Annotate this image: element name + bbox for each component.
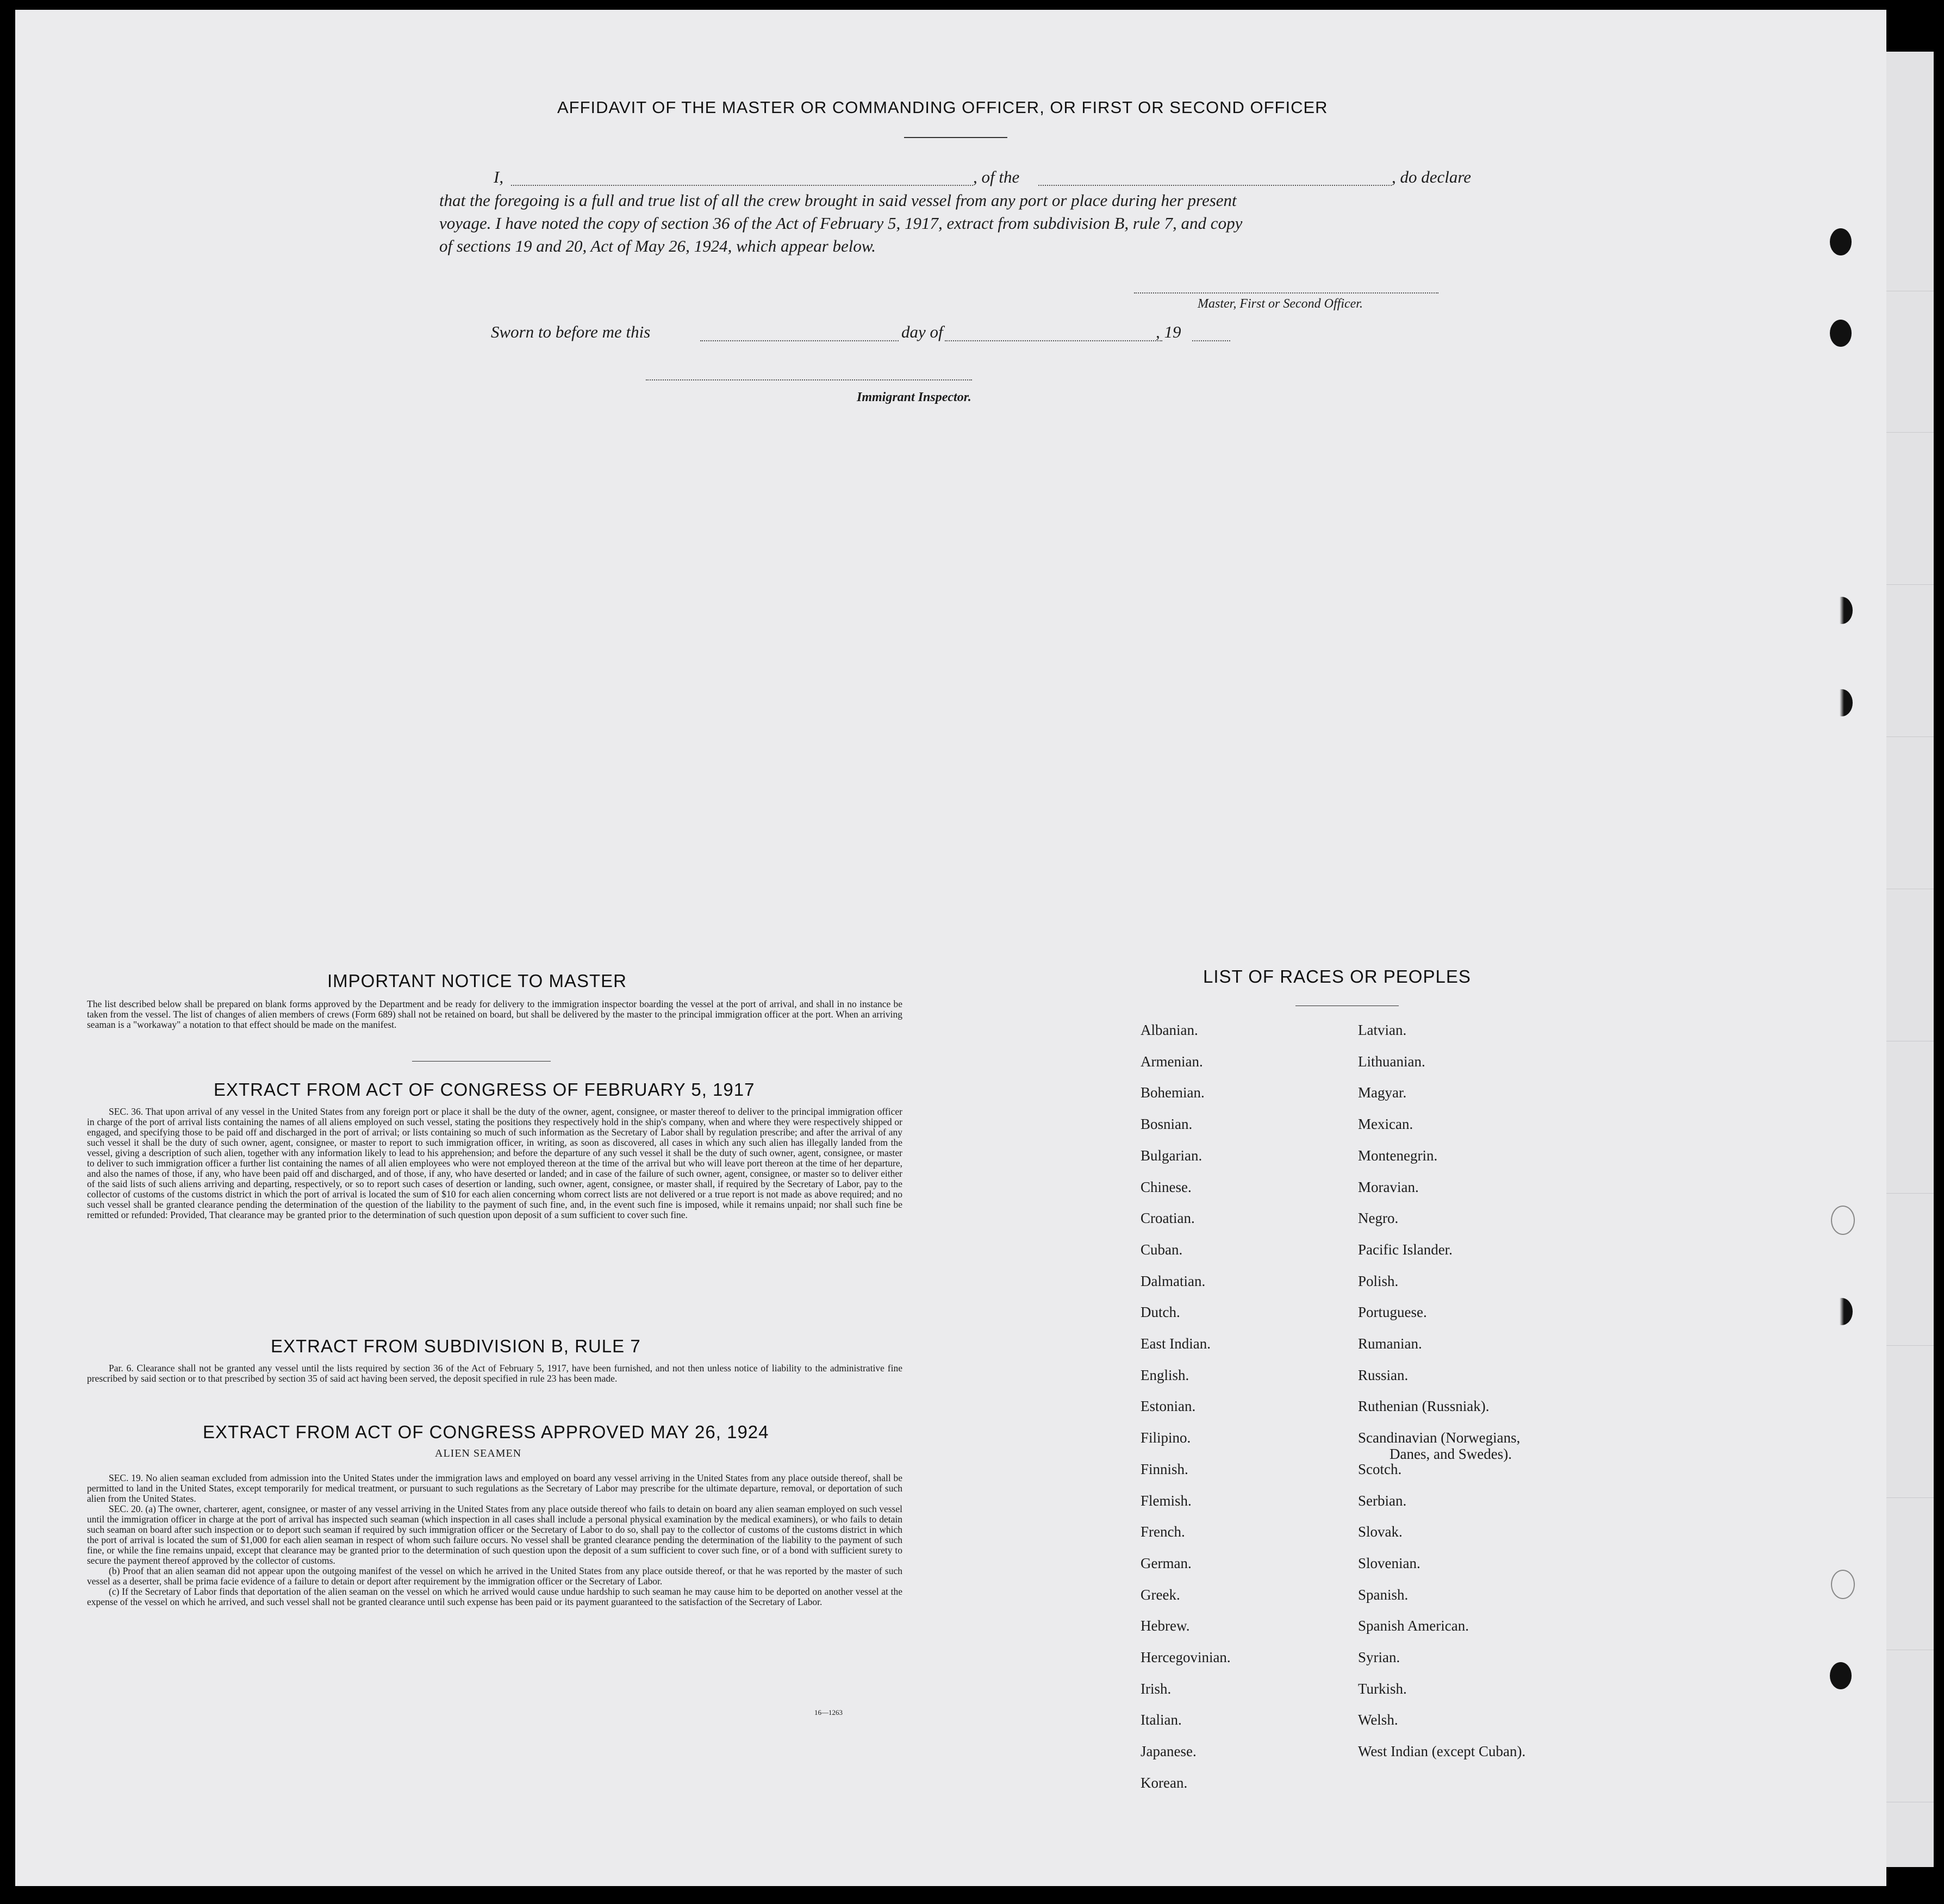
divider xyxy=(904,137,1007,138)
race-item: Albanian. xyxy=(1141,1022,1198,1038)
race-item: Rumanian. xyxy=(1358,1335,1422,1352)
extract-rule7-text: Par. 6. Clearance shall not be granted any vessel until the lists required by section 36 of the Act of February 5, 1917, have been furnished, and not then unless notice of liability to the administrative fine prescribed by said section or to that prescribed by section 35 of said act having been served, the deposit specified in rule 23 has been made. xyxy=(87,1363,902,1384)
race-item: Welsh. xyxy=(1358,1712,1398,1728)
race-item: Dalmatian. xyxy=(1141,1272,1206,1289)
race-item: Latvian. xyxy=(1358,1022,1407,1038)
punch-hole-icon xyxy=(1831,689,1853,716)
race-item: Magyar. xyxy=(1358,1084,1407,1101)
punch-hole-icon xyxy=(1830,320,1852,347)
races-title: LIST OF RACES OR PEOPLES xyxy=(1203,966,1471,987)
race-item: Lithuanian. xyxy=(1358,1053,1425,1070)
race-item: Pacific Islander. xyxy=(1358,1241,1453,1258)
sworn-month-field[interactable] xyxy=(945,340,1162,341)
race-item: Dutch. xyxy=(1141,1304,1180,1321)
extract-rule7-title: EXTRACT FROM SUBDIVISION B, RULE 7 xyxy=(271,1336,641,1356)
race-item: French. xyxy=(1141,1524,1185,1540)
race-item: Chinese. xyxy=(1141,1178,1192,1195)
race-item: Irish. xyxy=(1141,1680,1172,1697)
notice-text: The list described below shall be prepared on blank forms approved by the Department and be ready for delivery to the immigration inspector boarding the vessel at the port of arrival, and shall in no instance be taken from the vessel. The list of changes of alien members of crews (Form 689) shall not be retained on board, but shall be delivered by the master to the principal immigration officer at the port. When an arriving seaman is a "workaway" a notation to that effect should be made on the manifest. xyxy=(87,998,902,1030)
race-item: East Indian. xyxy=(1141,1335,1211,1352)
race-item: Finnish. xyxy=(1141,1460,1188,1477)
extract-1924-title: EXTRACT FROM ACT OF CONGRESS APPROVED MAY 26, 1924 xyxy=(203,1422,769,1442)
alien-seamen-subtitle: ALIEN SEAMEN xyxy=(435,1447,522,1459)
name-blank-field[interactable] xyxy=(511,185,973,186)
race-item: West Indian (except Cuban). xyxy=(1358,1743,1526,1760)
race-item: Flemish. xyxy=(1141,1492,1192,1509)
race-item: Bulgarian. xyxy=(1141,1147,1202,1164)
race-item: Mexican. xyxy=(1358,1116,1413,1133)
race-item: Negro. xyxy=(1358,1210,1399,1227)
affidavit-i: I, xyxy=(494,167,504,186)
affidavit-body-line: that the foregoing is a full and true list of all the crew brought in said vessel from any port or place during her present xyxy=(439,191,1237,210)
race-item: Spanish American. xyxy=(1358,1618,1469,1634)
extract-1917-text: SEC. 36. That upon arrival of any vessel in the United States from any foreign port or place it shall be the duty of the owner, agent, consignee, or master thereof to deliver to the principal immigration officer in charge of the port of arrival lists containing the names of all aliens employed on such vessel, stating the positions they respectively hold in the ship's company, when and where they were respectively shipped or engaged, and specifying those to be paid off and discharged in the port of arrival; or lists containing so much of such information as the Secretary of Labor shall by regulation prescribe; and after the arrival of any such vessel it shall be the duty of such owner, agent, consignee, or master to report to such immigration officer, in writing, as soon as discovered, all cases in which any such alien has illegally landed from the vessel, giving a description of such alien, together with any information likely to lead to his apprehension; and before the departure of any such vessel it shall be the duty of such owner, agent, consignee, or master to deliver to such immigration officer a further list containing the names of all alien employees who were not employed thereon at the time of the arrival but who will leave port thereon at the time of her departure, and also the names of those, if any, who have been paid off and discharged, and of those, if any, who have deserted or landed; and in case of the failure of such owner, agent, consignee, or master so to deliver either of the said lists of such aliens arriving and departing, respectively, or so to report such cases of desertion or landing, such owner, agent, consignee, or master shall, if required by the Secretary of Labor, pay to the collector of customs of the customs district in which the port of arrival is located the sum of $10 for each alien concerning whom correct lists are not delivered or a true report is not made as above required; and no such vessel shall be granted clearance pending the determination of the question of the liability to the payment of such fine, and, in the event such fine is imposed, while it remains unpaid; nor shall such fine be remitted or refunded: Provided, That clearance may be granted prior to the determination of such question upon deposit of a sum sufficient to cover such fine. xyxy=(87,1106,902,1220)
race-item: Spanish. xyxy=(1358,1586,1409,1603)
notice-title: IMPORTANT NOTICE TO MASTER xyxy=(327,971,627,991)
race-item: German. xyxy=(1141,1555,1192,1571)
race-item: Portuguese. xyxy=(1358,1304,1427,1321)
race-item: Ruthenian (Russniak). xyxy=(1358,1398,1490,1415)
race-item: Croatian. xyxy=(1141,1210,1195,1227)
master-signature-label: Master, First or Second Officer. xyxy=(1198,297,1363,311)
sec-20c: (c) If the Secretary of Labor finds that deportation of the alien seaman on the vessel on which he arrived would cause undue hardship to such seaman he may cause him to be deported on another vessel at the expense of the vessel on which he arrived, and such vessel shall not be granted clearance until such expense has been paid or its payment guaranteed to the satisfaction of the Secretary of Labor. xyxy=(87,1586,902,1607)
underlying-page-edge xyxy=(1881,52,1934,1867)
race-item: Moravian. xyxy=(1358,1178,1419,1195)
race-item: Armenian. xyxy=(1141,1053,1203,1070)
punch-hole-icon xyxy=(1831,597,1853,624)
punch-hole-icon xyxy=(1831,1298,1853,1325)
form-number: 16—1263 xyxy=(814,1708,843,1716)
sworn-year-field[interactable] xyxy=(1192,340,1230,341)
master-signature-field[interactable] xyxy=(1134,292,1438,294)
inspector-signature-field[interactable] xyxy=(646,379,972,380)
race-item: Italian. xyxy=(1141,1712,1182,1728)
year-label: , 19 xyxy=(1156,322,1181,341)
race-item: Russian. xyxy=(1358,1366,1409,1383)
sworn-label: Sworn to before me this xyxy=(491,322,651,341)
race-item: Greek. xyxy=(1141,1586,1180,1603)
race-item: Bosnian. xyxy=(1141,1116,1193,1133)
race-item: Estonian. xyxy=(1141,1398,1196,1415)
affidavit-declare: , do declare xyxy=(1392,167,1472,186)
race-item: Scandinavian (Norwegians, xyxy=(1358,1429,1521,1446)
day-of-label: day of xyxy=(901,322,943,341)
extract-1924-text xyxy=(87,1473,902,1607)
race-item: Polish. xyxy=(1358,1272,1399,1289)
form-page xyxy=(15,10,1886,1886)
sec-19: SEC. 19. No alien seaman excluded from admission into the United States under the immigration laws and employed on board any vessel arriving in the United States from any place outside thereof, shall be permitted to land in the United States, except temporarily for medical treatment, or pursuant to such regulations as the Secretary of Labor may prescribe for the ultimate departure, removal, or deportation of such alien from the United States. xyxy=(87,1472,902,1504)
inspector-signature-label: Immigrant Inspector. xyxy=(857,390,971,404)
extract-1917-title: EXTRACT FROM ACT OF CONGRESS OF FEBRUARY 5, 1917 xyxy=(214,1079,755,1100)
sec-20a: SEC. 20. (a) The owner, charterer, agent, consignee, or master of any vessel arriving in the United States from any place outside thereof who fails to detain on board any alien seaman employed on such vessel until the immigration officer in charge at the port of arrival has inspected such seaman (which inspection in all cases shall include a personal physical examination by the medical examiners), or who fails to detain such seaman on board after such inspection or to deport such seaman if required by such immigration officer or the Secretary of Labor to do so, shall pay to the collector of customs of the customs district in which the port of arrival is located the sum of $1,000 for each alien seaman in respect of whom such failure occurs. No vessel shall be granted clearance pending the determination of the liability to the payment of such fine, or while the fine remains unpaid, except that clearance may be granted prior to the determination of such question upon the deposit of a sum sufficient to cover such fine, or of a bond with sufficient surety to secure the payment thereof approved by the collector of customs. xyxy=(87,1503,902,1566)
sworn-day-field[interactable] xyxy=(700,340,899,341)
punch-hole-icon xyxy=(1831,1206,1855,1235)
race-item: Turkish. xyxy=(1358,1680,1407,1697)
affidavit-body-line: of sections 19 and 20, Act of May 26, 1924, which appear below. xyxy=(439,236,876,255)
race-item: Filipino. xyxy=(1141,1429,1191,1446)
affidavit-body-line: voyage. I have noted the copy of section 36 of the Act of February 5, 1917, extract from subdivision B, rule 7, and copy xyxy=(439,214,1243,233)
race-item: Korean. xyxy=(1141,1774,1188,1791)
race-item: Slovenian. xyxy=(1358,1555,1420,1571)
affidavit-of-the: , of the xyxy=(973,167,1020,186)
race-item: English. xyxy=(1141,1366,1189,1383)
affidavit-title: AFFIDAVIT OF THE MASTER OR COMMANDING OFFICER, OR FIRST OR SECOND OFFICER xyxy=(557,98,1328,117)
race-item: Serbian. xyxy=(1358,1492,1407,1509)
punch-hole-icon xyxy=(1830,228,1852,255)
race-item: Hebrew. xyxy=(1141,1618,1190,1634)
race-item: Slovak. xyxy=(1358,1524,1403,1540)
race-item: Syrian. xyxy=(1358,1649,1400,1665)
sec-20b: (b) Proof that an alien seaman did not appear upon the outgoing manifest of the vessel on which he arrived in the United States from any place outside thereof, or that he was reported by the master of such vessel as a deserter, shall be prima facie evidence of a failure to detain or deport after requirement by the immigration officer or the Secretary of Labor. xyxy=(87,1565,902,1587)
race-item: Montenegrin. xyxy=(1358,1147,1438,1164)
punch-hole-icon xyxy=(1831,1570,1855,1599)
punch-hole-icon xyxy=(1830,1662,1852,1689)
vessel-blank-field[interactable] xyxy=(1038,185,1392,186)
race-item: Hercegovinian. xyxy=(1141,1649,1231,1665)
race-item: Japanese. xyxy=(1141,1743,1197,1760)
race-item: Danes, and Swedes). xyxy=(1390,1446,1512,1463)
race-item: Bohemian. xyxy=(1141,1084,1205,1101)
divider xyxy=(412,1061,551,1062)
race-item: Cuban. xyxy=(1141,1241,1183,1258)
race-item: Scotch. xyxy=(1358,1460,1402,1477)
